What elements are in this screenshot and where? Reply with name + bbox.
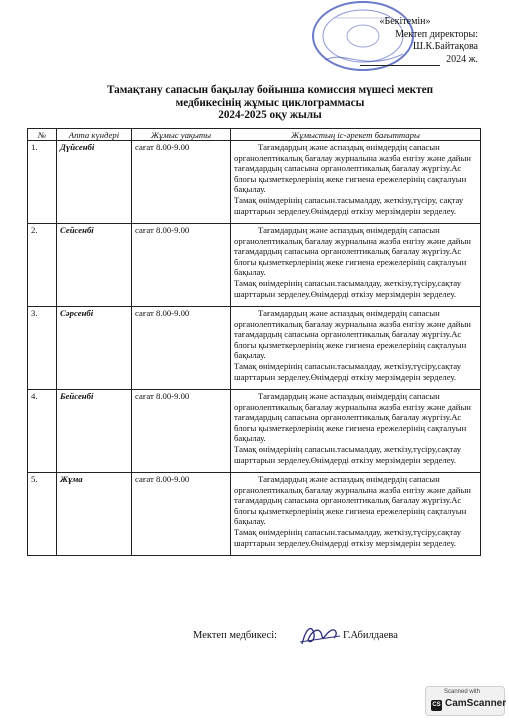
row-number: 2. (28, 224, 57, 307)
row-activities (231, 224, 481, 307)
row-number: 4. (28, 390, 57, 473)
table-row (28, 224, 481, 307)
table-row (28, 473, 481, 556)
watermark-caption: Scanned with (444, 689, 481, 695)
approval-heading: «Бекітемін» (379, 16, 431, 27)
handwritten-signature (296, 620, 344, 650)
row-activities (231, 307, 481, 390)
row-activities (231, 473, 481, 556)
approval-director-name: Ш.К.Байтақова (412, 41, 478, 52)
table-row (28, 307, 481, 390)
activity-paragraph-2: Тамақ өнімдерінің сапасын.тасымалдау, жеткізу,түсіру,сақтау шарттарын зерделеу.Өнімдерді өткізу мерзімдерін зерделеу. (234, 277, 462, 299)
row-number: 3. (28, 307, 57, 390)
row-activities (231, 390, 481, 473)
schedule-table (27, 128, 481, 556)
row-weekday: Сәрсенбі (57, 307, 132, 390)
activity-paragraph-1: Тағамдардың және аспаздық өнімдердің сапасын органолептикалық бағалау журналына жазба енгізу және дайын тағамдардың сапасына органолептикалық бағалау жүргізу.Ас блогы қызметкерлерінің жеке гигиена ережелерінің сақталуын бақылау. (234, 308, 471, 361)
camscanner-logo-icon: CS (431, 700, 442, 711)
activity-paragraph-2: Тамақ өнімдерінің сапасын.тасымалдау, жеткізу,түсіру,сақтау шарттарын зерделеу.Өнімдерді өткізу мерзімдерін зерделеу. (234, 443, 462, 465)
header-weekday: Апта күндері (57, 129, 132, 141)
table-row (28, 390, 481, 473)
row-weekday: Жұма (57, 473, 132, 556)
camscanner-watermark (425, 686, 505, 716)
signature-name: Г.Абилдаева (343, 630, 398, 641)
activity-paragraph-2: Тамақ өнімдерінің сапасын.тасымалдау, жеткізу,түсіру, сақтау шарттарын зерделеу.Өнімдерді өткізу мерзімдерін зерделеу. (234, 194, 464, 216)
row-time: сағат 8.00-9.00 (132, 141, 231, 224)
row-time: сағат 8.00-9.00 (132, 307, 231, 390)
document-title (40, 84, 500, 122)
row-weekday: Сейсенбі (57, 224, 132, 307)
table-row (28, 141, 481, 224)
title-line-2: медбикесінің жұмыс циклограммасы (175, 96, 365, 109)
approval-position: Мектеп директоры: (395, 28, 478, 40)
row-weekday: Бейсенбі (57, 390, 132, 473)
row-weekday: Дүйсенбі (57, 141, 132, 224)
activity-paragraph-1: Тағамдардың және аспаздық өнімдердің сапасын органолептикалық бағалау журналына жазба енгізу және дайын тағамдардың сапасына органолептикалық бағалау жүргізу.Ас блогы қызметкерлерінің жеке гигиена ережелерінің сақталуын бақылау. (234, 225, 471, 278)
row-activities (231, 141, 481, 224)
activity-paragraph-2: Тамақ өнімдерінің сапасын.тасымалдау, жеткізу,түсіру,сақтау шарттарын зерделеу.Өнімдерді өткізу мерзімдерін зерделеу. (234, 526, 462, 548)
approval-block (318, 16, 478, 66)
table-header-row (28, 129, 481, 141)
row-number: 1. (28, 141, 57, 224)
activity-paragraph-1: Тағамдардың және аспаздық өнімдердің сапасын органолептикалық бағалау журналына жазба енгізу және дайын тағамдардың сапасына органолептикалық бағалау жүргізу.Ас блогы қызметкерлерінің жеке гигиена ережелерінің сақталуын бақылау. (234, 474, 471, 527)
date-blank-line (360, 56, 440, 66)
title-line-1: Тамақтану сапасын бақылау бойынша комиссия мүшесі мектеп (106, 84, 434, 96)
row-number: 5. (28, 473, 57, 556)
signature-label: Мектеп медбикесі: (193, 630, 278, 641)
activity-paragraph-1: Тағамдардың және аспаздық өнімдердің сапасын органолептикалық бағалау журналына жазба енгізу және дайын тағамдардың сапасына органолептикалық бағалау жүргізу.Ас блогы қызметкерлерінің жеке гигиена ережелерінің сақталуын бақылау. (234, 142, 471, 195)
approval-date (318, 54, 478, 67)
row-time: сағат 8.00-9.00 (132, 224, 231, 307)
approval-year: 2024 ж. (446, 53, 478, 65)
header-work-time: Жұмыс уақыты (132, 129, 231, 141)
row-time: сағат 8.00-9.00 (132, 473, 231, 556)
activity-paragraph-2: Тамақ өнімдерінің сапасын.тасымалдау, жеткізу,түсіру,сақтау шарттарын зерделеу.Өнімдерді өткізу мерзімдерін зерделеу. (234, 360, 462, 382)
header-activities: Жұмыстың іс-әрекет бағыттары (231, 129, 481, 141)
watermark-brand: CamScanner (445, 698, 507, 709)
row-time: сағат 8.00-9.00 (132, 390, 231, 473)
activity-paragraph-1: Тағамдардың және аспаздық өнімдердің сапасын органолептикалық бағалау журналына жазба енгізу және дайын тағамдардың сапасына органолептикалық бағалау жүргізу.Ас блогы қызметкерлерінің жеке гигиена ережелерінің сақталуын бақылау. (234, 391, 471, 444)
title-line-3: 2024-2025 оқу жылы (218, 109, 322, 122)
header-number: № (28, 129, 57, 141)
